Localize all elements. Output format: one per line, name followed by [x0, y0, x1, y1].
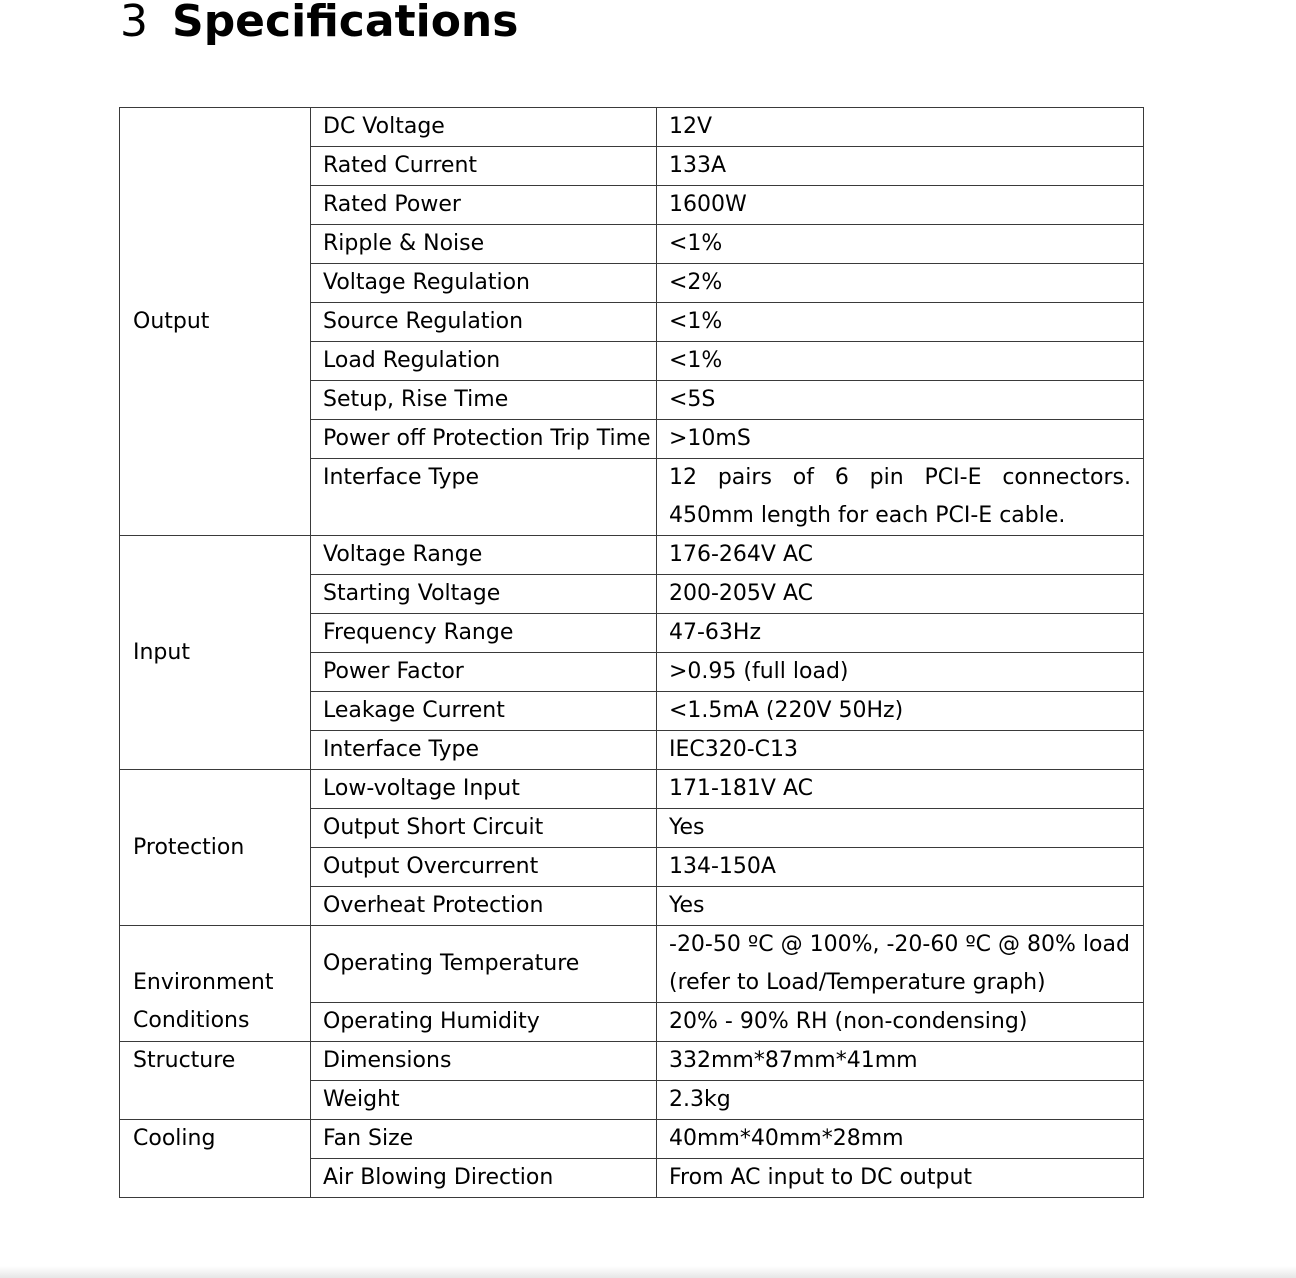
parameter-cell: Power off Protection Trip Time	[311, 420, 657, 459]
value-cell: 133A	[657, 147, 1144, 186]
value-cell: <1%	[657, 303, 1144, 342]
value-cell: 332mm*87mm*41mm	[657, 1042, 1144, 1081]
parameter-cell: Fan Size	[311, 1120, 657, 1159]
value-cell: 134-150A	[657, 848, 1144, 887]
parameter-cell: Power Factor	[311, 653, 657, 692]
page-bottom-edge	[0, 1266, 1296, 1278]
section-heading	[120, 0, 518, 50]
table-row	[120, 1042, 1144, 1081]
parameter-cell: Voltage Range	[311, 536, 657, 575]
category-cell: Protection	[120, 770, 311, 926]
value-cell: >0.95 (full load)	[657, 653, 1144, 692]
parameter-cell: Low-voltage Input	[311, 770, 657, 809]
parameter-cell: Operating Temperature	[311, 926, 657, 1003]
value-cell: -20-50 ºC @ 100%, -20-60 ºC @ 80% load (refer to Load/Temperature graph)	[657, 926, 1144, 1003]
parameter-cell: Voltage Regulation	[311, 264, 657, 303]
parameter-cell: Leakage Current	[311, 692, 657, 731]
parameter-cell: Dimensions	[311, 1042, 657, 1081]
category-cell: Environment Conditions	[120, 926, 311, 1042]
parameter-cell: Load Regulation	[311, 342, 657, 381]
value-cell: >10mS	[657, 420, 1144, 459]
parameter-cell: Starting Voltage	[311, 575, 657, 614]
table-row	[120, 770, 1144, 809]
parameter-cell: Source Regulation	[311, 303, 657, 342]
category-cell: Structure	[120, 1042, 311, 1120]
parameter-cell: Weight	[311, 1081, 657, 1120]
section-title: Specifications	[172, 0, 519, 47]
category-cell: Cooling	[120, 1120, 311, 1198]
parameter-cell: Operating Humidity	[311, 1003, 657, 1042]
parameter-cell: Output Short Circuit	[311, 809, 657, 848]
value-cell: 47-63Hz	[657, 614, 1144, 653]
parameter-cell: Output Overcurrent	[311, 848, 657, 887]
parameter-cell: Overheat Protection	[311, 887, 657, 926]
table-row	[120, 1120, 1144, 1159]
value-cell: 1600W	[657, 186, 1144, 225]
value-cell: <2%	[657, 264, 1144, 303]
value-cell: <1%	[657, 225, 1144, 264]
value-cell: 2.3kg	[657, 1081, 1144, 1120]
specifications-table	[119, 107, 1144, 1198]
value-cell: 171-181V AC	[657, 770, 1144, 809]
value-cell: Yes	[657, 887, 1144, 926]
value-cell: 40mm*40mm*28mm	[657, 1120, 1144, 1159]
value-cell: <1%	[657, 342, 1144, 381]
value-cell: <5S	[657, 381, 1144, 420]
parameter-cell: Ripple & Noise	[311, 225, 657, 264]
section-number: 3	[120, 0, 148, 47]
value-cell: 200-205V AC	[657, 575, 1144, 614]
category-cell: Output	[120, 108, 311, 536]
value-cell: 176-264V AC	[657, 536, 1144, 575]
value-cell: IEC320-C13	[657, 731, 1144, 770]
category-cell: Input	[120, 536, 311, 770]
parameter-cell: Rated Power	[311, 186, 657, 225]
parameter-cell: Frequency Range	[311, 614, 657, 653]
value-cell: 20% - 90% RH (non-condensing)	[657, 1003, 1144, 1042]
table-row	[120, 108, 1144, 147]
value-cell: Yes	[657, 809, 1144, 848]
parameter-cell: Air Blowing Direction	[311, 1159, 657, 1198]
table-row	[120, 536, 1144, 575]
value-cell: 12 pairs of 6 pin PCI-E connectors. 450mm length for each PCI-E cable.	[657, 459, 1144, 536]
parameter-cell: Setup, Rise Time	[311, 381, 657, 420]
parameter-cell: DC Voltage	[311, 108, 657, 147]
parameter-cell: Interface Type	[311, 459, 657, 536]
table-row	[120, 926, 1144, 1003]
parameter-cell: Interface Type	[311, 731, 657, 770]
value-cell: From AC input to DC output	[657, 1159, 1144, 1198]
parameter-cell: Rated Current	[311, 147, 657, 186]
value-cell: <1.5mA (220V 50Hz)	[657, 692, 1144, 731]
value-cell: 12V	[657, 108, 1144, 147]
